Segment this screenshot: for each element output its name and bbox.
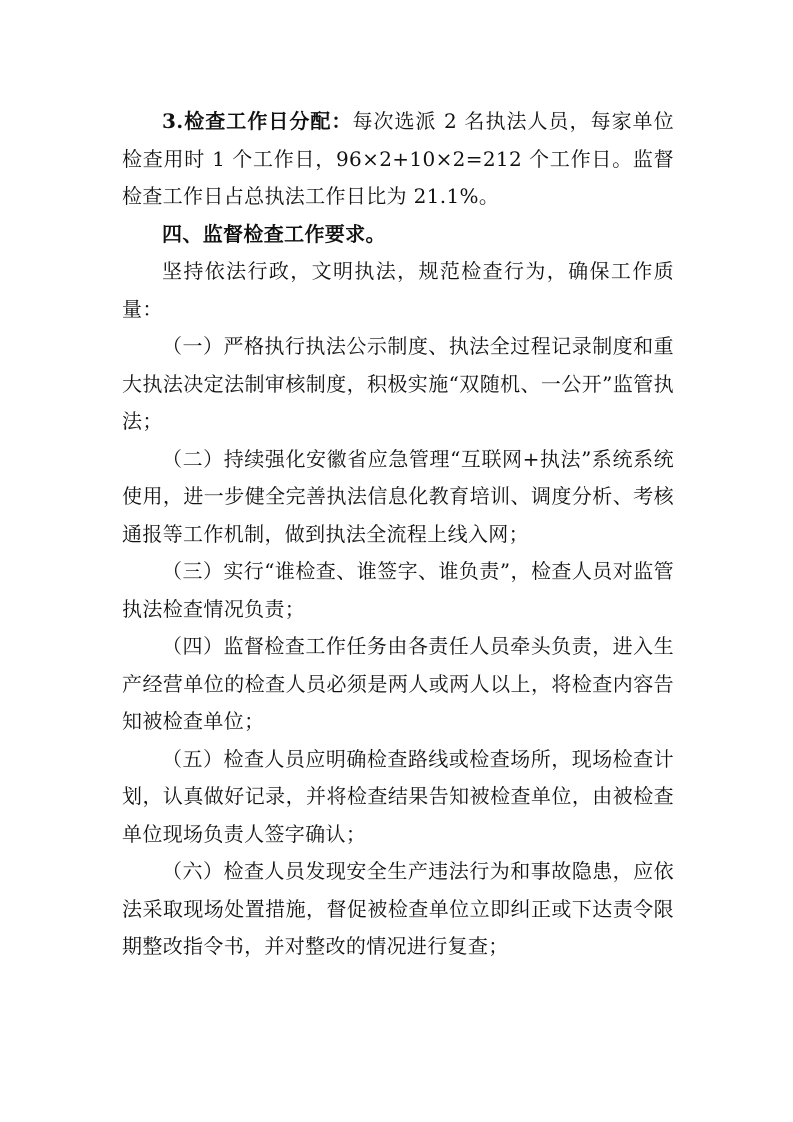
paragraph-text: 每次选派 2 名执法人员，每家单位检查用时 1 个工作日，96×2+10×2=212 个工作日。监督检查工作日占总执法工作日比为 21.1%。 xyxy=(122,109,674,208)
paragraph-item-2: （二）持续强化安徽省应急管理“互联网+执法”系统系统使用，进一步健全完善执法信息化教育培训、调度分析、考核通报等工作机制，做到执法全流程上线入网； xyxy=(122,446,674,546)
paragraph-lead: 3.检查工作日分配： xyxy=(162,109,353,133)
paragraph-workday-allocation xyxy=(122,103,674,216)
paragraph-item-1: （一）严格执行执法公示制度、执法全过程记录制度和重大执法决定法制审核制度，积极实施“双随机、一公开”监管执法； xyxy=(122,334,674,433)
paragraph-item-4: （四）监督检查工作任务由各责任人员牵头负责，进入生产经营单位的检查人员必须是两人或两人以上，将检查内容告知被检查单位； xyxy=(122,634,674,733)
paragraph-item-6: （六）检查人员发现安全生产违法行为和事故隐患，应依法采取现场处置措施，督促被检查单位立即纠正或下达责令限期整改指令书，并对整改的情况进行复查； xyxy=(122,859,674,958)
section-heading: 四、监督检查工作要求。 xyxy=(162,221,386,246)
paragraph-item-3: （三）实行“谁检查、谁签字、谁负责”，检查人员对监管执法检查情况负责； xyxy=(122,559,674,621)
paragraph-item-5: （五）检查人员应明确检查路线或检查场所，现场检查计划，认真做好记录，并将检查结果告知被检查单位，由被检查单位现场负责人签字确认； xyxy=(122,746,674,846)
paragraph-intro: 坚持依法行政，文明执法，规范检查行为，确保工作质量： xyxy=(122,259,674,321)
document-body xyxy=(122,103,674,966)
